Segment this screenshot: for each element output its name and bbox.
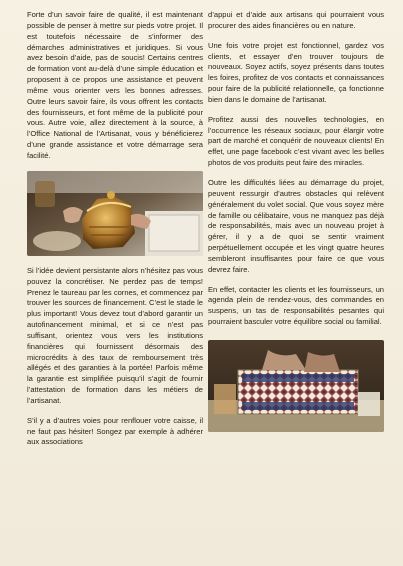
embroidery-work-photo xyxy=(208,340,384,432)
right-paragraph-4: Outre les difficultés liées au démarrage du projet, peuvent ressurgir d’autres obstacles qui relèvent généralement du volet social. Que vous soyez mère de famille ou célibataire, vous ne manquez pas déjà de responsabilités, mais avec un nouveau projet à gérer, il y a de quoi se sentir vraiment perpétuellement occupée et les vingt quatre heures sembleront insuffisantes pour faire ce que vous devrez faire. xyxy=(208,177,384,274)
right-paragraph-5: En effet, contacter les clients et les fournisseurs, un agenda plein de rendez-vous, des commandes en suspens, un tas de responsabilités pesantes qui pourraient basculer votre équilibre social ou familial. xyxy=(208,284,384,327)
artisan-crafting-photo xyxy=(27,171,203,256)
right-column xyxy=(208,10,384,442)
artisan-crafting-illustration xyxy=(27,171,203,256)
left-paragraph-1: Forte d’un savoir faire de qualité, il est maintenant possible de penser à mettre sur pieds votre projet. Il est toutefois nécessaire de s’informer des démarches administratives et juridiques. Si vous avez besoin d’aide, pas de soucis! Certains centres de formation vont au-delà d’une simple éducation et proposent à ce propos une assistance et peuvent même vous orienter vers les bonnes adresses. Outre leurs savoir faire, ils vous offrent les contacts des fournisseurs, et font même de la publicité pour vous. Autre voie, allez directement à la source, à l’Office National de l’Artisanat, vous y bénéficierez d’une grande assistance et votre démarrage sera facilité. xyxy=(27,10,203,160)
right-paragraph-2: Une fois votre projet est fonctionnel, gardez vos clients, et essayer d’en trouver toujours de nouveaux. Soyez actifs, soyez présents dans toutes les foires, profitez de vos contacts et connaissances pour faire de la publicité relationnelle, ça fonctionne bien dans le domaine de l’artisanat. xyxy=(208,40,384,104)
left-paragraph-3: S’il y a d’autres voies pour renflouer votre caisse, il ne faut pas hésiter! Songez par exemple à adhérer aux associations xyxy=(27,415,203,447)
right-paragraph-1: d’appui et d’aide aux artisans qui pourraient vous procurer des aides financières ou en nature. xyxy=(208,10,384,30)
left-paragraph-2: Si l’idée devient persistante alors n’hésitez pas vous pouvez la concrétiser. Ne perdez pas de temps! Prenez le taureau par les cornes, et commencez par trouver les sources de financement. C’est le stade le plus important! Vous devez tout d’abord garantir un autofinancement minimal, et si ce n’est pas suffisant, orientez vous vers les institutions financières qui fournissent désormais des microcrédits à des taux de remboursement très allégés et des garanties à la portée! Parfois même la garantie est simplifiée puisqu’il s’agit de fournir l’attestation de formation dans les métiers de l’artisanat. xyxy=(27,265,203,405)
right-paragraph-3: Profitez aussi des nouvelles technologies, en l’occurrence les réseaux sociaux, pour élargir votre part de marché et conquérir de nouveaux clients! En effet, une page facebook c’est vivant avec les belles photos de vos produits peut faire des miracles. xyxy=(208,114,384,168)
left-column xyxy=(27,10,203,448)
embroidery-work-illustration xyxy=(208,340,384,432)
